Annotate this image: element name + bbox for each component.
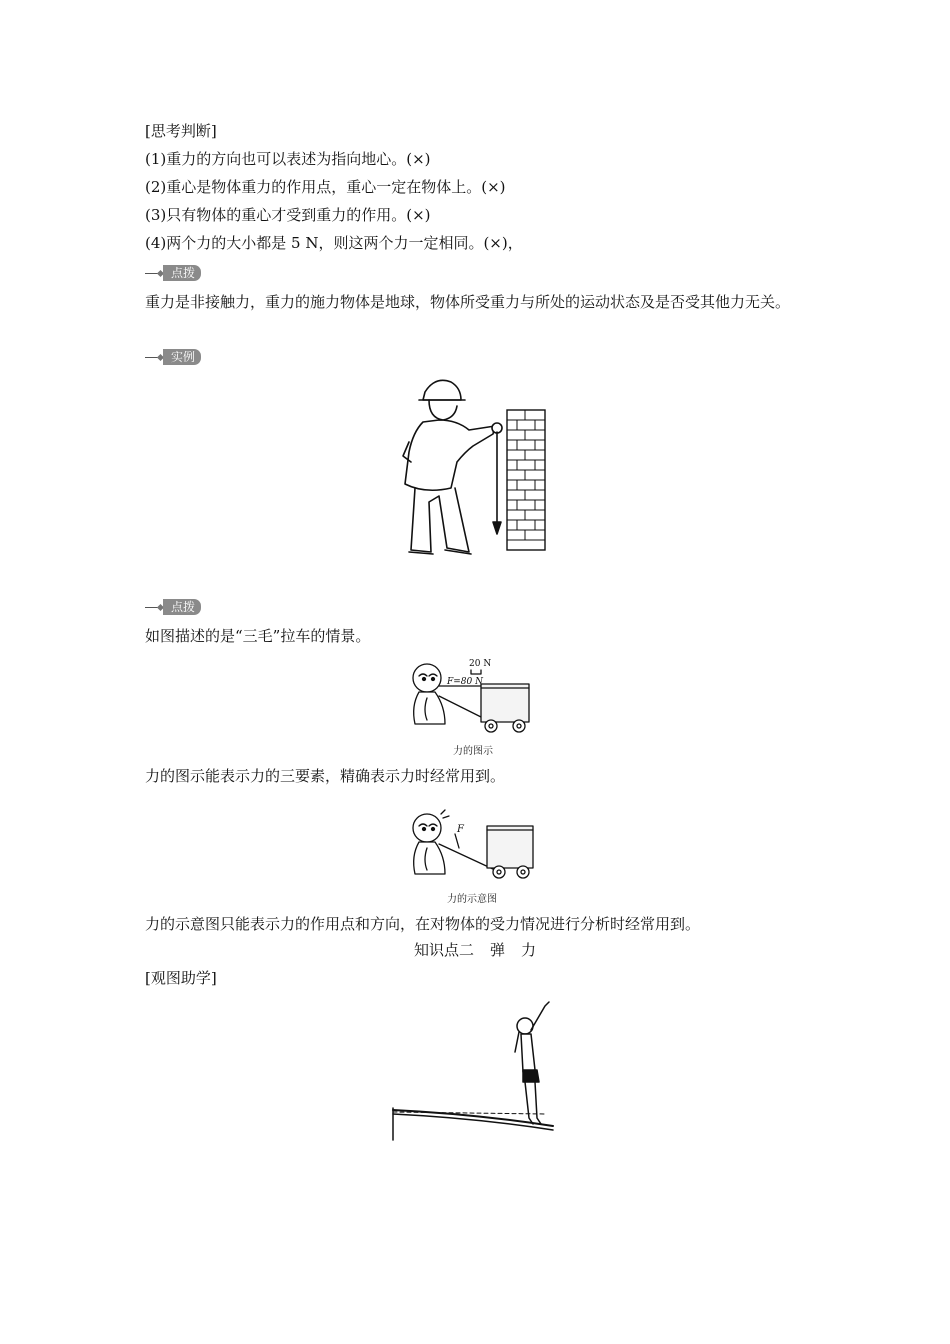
force-diagram-figure [405, 654, 540, 757]
force-diagram-text: 力的图示能表示力的三要素，精确表示力时经常用到。 [145, 767, 506, 785]
think-item-3: (3)只有物体的重心才受到重力的作用。(×) [145, 206, 431, 224]
boy-pulling-cart-schematic-illustration [405, 804, 540, 890]
schematic-figure [405, 804, 540, 904]
worker-plumb-line-illustration [395, 372, 555, 562]
diver-on-springboard-illustration [385, 1000, 565, 1145]
think-item-4: (4)两个力的大小都是 5 N，则这两个力一定相同。(×)， [145, 234, 523, 252]
section-heading-part1: 知识点二 [413, 941, 474, 959]
force-diagram-caption: 力的图示 [453, 746, 493, 757]
section-heading-part2: 弹 [489, 941, 505, 959]
tag-dianbo-1 [145, 265, 205, 281]
think-item-2: (2)重心是物体重力的作用点，重心一定在物体上。(×) [145, 178, 506, 196]
schematic-force-label: F [457, 824, 464, 835]
schematic-caption: 力的示意图 [447, 894, 497, 905]
observe-heading: [观图助学] [145, 969, 217, 987]
think-item-1: (1)重力的方向也可以表述为指向地心。(×) [145, 150, 431, 168]
tag-shili-label: 实例 [163, 349, 201, 365]
section-heading [0, 939, 950, 961]
boy-pulling-cart-illustration [405, 654, 540, 740]
section-heading-part3: 力 [521, 941, 537, 959]
tag-dianbo-2 [145, 599, 205, 615]
force-scale-label: 20 N [469, 659, 492, 669]
tag-shili [145, 349, 205, 365]
tag-dianbo-2-label: 点拨 [163, 599, 201, 615]
schematic-text: 力的示意图只能表示力的作用点和方向，在对物体的受力情况进行分析时经常用到。 [145, 915, 701, 933]
force-value-label: F=80 N [447, 677, 483, 687]
dianbo2-text: 如图描述的是“三毛”拉车的情景。 [145, 627, 371, 645]
think-heading: [思考判断] [145, 122, 217, 140]
dianbo1-text: 重力是非接触力，重力的施力物体是地球，物体所受重力与所处的运动状态及是否受其他力无关。 [145, 293, 791, 311]
tag-dianbo-1-label: 点拨 [163, 265, 201, 281]
